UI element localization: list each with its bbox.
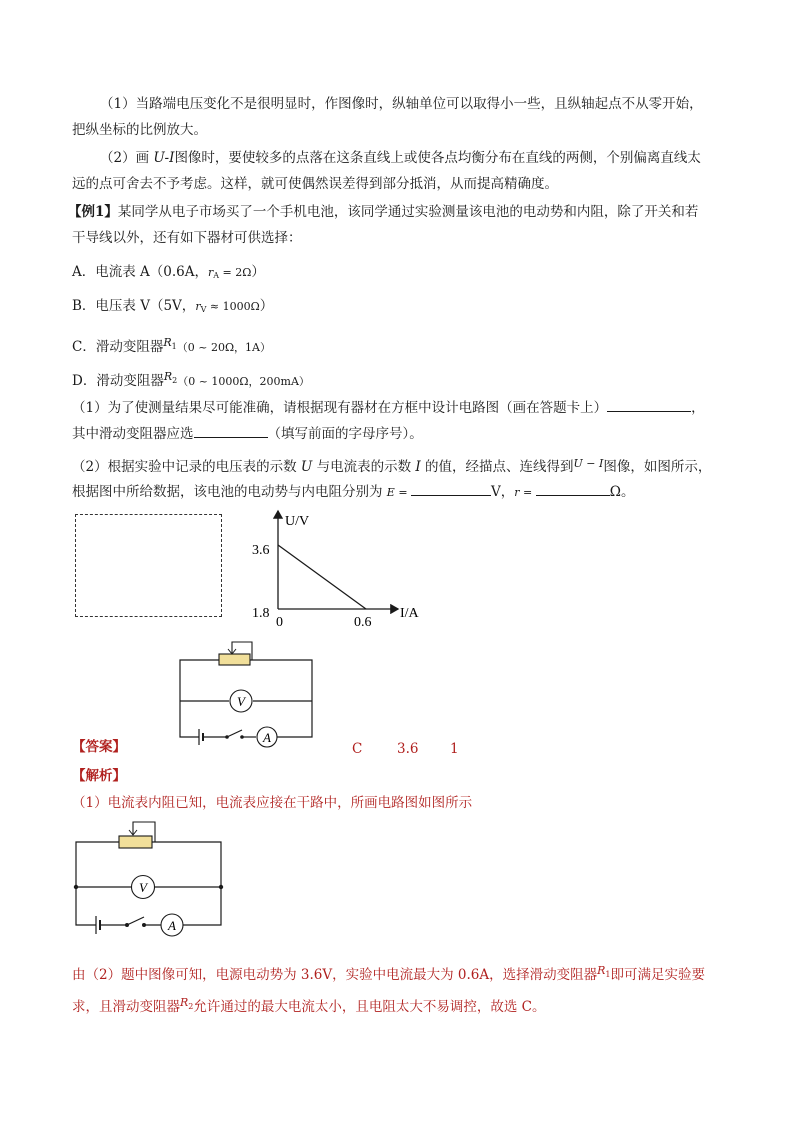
ammeter-label: A [263, 730, 271, 745]
option-text: A．电流表 A（0.6A， [72, 264, 209, 280]
question-text: 的值，经描点、连线得到 [420, 459, 574, 475]
option-symbol: r [195, 300, 201, 313]
option-symbol: r [208, 266, 214, 279]
question-text: （1）为了使测量结果尽可能准确，请根据现有器材在方框中设计电路图（画在答题卡上） [72, 400, 608, 416]
analysis-line-2 [72, 961, 705, 985]
y-tick-top: 3.6 [252, 543, 270, 558]
rheostat [219, 654, 250, 665]
intro-line-4: 远的点可舍去不予考虑。这样，就可使偶然误差得到部分抵消，从而提高精确度。 [72, 176, 558, 192]
symbol-ui: U − I [573, 457, 604, 470]
ui-graph [248, 505, 428, 630]
answer-blank-resistance[interactable] [536, 481, 610, 496]
option-value: ≈ 1000Ω [206, 300, 260, 313]
question-text: （填写前面的字母序号）。 [267, 426, 423, 442]
analysis-line-1: （1）电流表内阻已知，电流表应接在干路中，所画电路图如图所示 [72, 795, 473, 811]
ammeter-label: A [168, 918, 176, 933]
question-text: 根据图中所给数据，该电池的电动势与内电阻分别为 [72, 484, 387, 500]
intro-text: 图像时，要使较多的点落在这条直线上或使各点均衡分布在直线的两侧，个别偏离直线太 [174, 150, 701, 166]
question-text: 图像，如图所示， [603, 459, 712, 475]
answer-tag: 【答案】 [72, 739, 126, 755]
option-subscript: V [200, 305, 207, 314]
voltmeter-label: V [237, 694, 245, 709]
question-1-line-1 [72, 397, 705, 418]
analysis-tag: 【解析】 [72, 768, 126, 784]
answer-value-2: 3.6 [397, 741, 419, 757]
option-value: （0 ~ 20Ω，1A） [176, 341, 272, 354]
voltmeter-label: V [139, 880, 147, 895]
intro-text: （2）画 [100, 150, 154, 166]
option-subscript: 1 [171, 342, 177, 351]
option-text: ） [251, 264, 265, 280]
analysis-text: 由（2）题中图像可知，电源电动势为 3.6V，实验中电流最大为 0.6A，选择滑动变阻器 [72, 967, 598, 983]
question-2-line-1 [72, 454, 711, 477]
option-c [72, 333, 271, 358]
option-text: D．滑动变阻器 [72, 373, 164, 389]
symbol-r1: R [597, 964, 606, 977]
circuit-design-box[interactable] [75, 514, 222, 617]
example-text: 某同学从电子市场买了一个手机电池，该同学通过实验测量该电池的电动势和内阻，除了开关和若 [117, 204, 699, 220]
unit-ohm: Ω。 [609, 484, 635, 500]
equals-sign: = [394, 486, 412, 499]
circuit-diagram-question [172, 636, 322, 751]
analysis-text: 允许通过的最大电流太小，且电阻太大不易调控，故选 C。 [193, 999, 546, 1015]
x-axis-label: I/A [400, 606, 419, 621]
y-tick-bottom: 1.8 [252, 606, 270, 621]
x-tick-end: 0.6 [354, 615, 372, 630]
analysis-line-3 [72, 993, 546, 1017]
option-text: B．电压表 V（5V， [72, 298, 196, 314]
option-value: = 2Ω [219, 266, 252, 279]
option-symbol: R [163, 370, 173, 383]
intro-line-1: （1）当路端电压变化不是很明显时，作图像时，纵轴单位可以取得小一些，且纵轴起点不从零开始， [100, 96, 703, 112]
intro-line-2: 把纵坐标的比例放大。 [72, 122, 207, 138]
answer-blank-emf[interactable] [411, 481, 491, 496]
option-subscript: 2 [172, 376, 178, 385]
analysis-text: 求，且滑动变阻器 [72, 999, 180, 1015]
symbol-r2-subscript: 2 [188, 1002, 194, 1011]
x-tick-origin: 0 [276, 615, 283, 630]
symbol-r2: R [180, 996, 189, 1009]
symbol-e: E [386, 486, 395, 499]
option-value: （0 ~ 1000Ω，200mA） [177, 375, 310, 388]
example-line-1 [68, 202, 698, 222]
option-a [72, 262, 265, 286]
symbol-u: U [300, 459, 313, 475]
intro-line-3 [100, 148, 701, 168]
unit-volt: V， [491, 484, 515, 500]
question-text: 与电流表的示数 [312, 459, 416, 475]
symbol-i: I [415, 459, 421, 475]
option-d [72, 367, 310, 392]
answer-value-1: C [352, 741, 363, 757]
question-1-line-2 [72, 423, 423, 444]
example-tag: 【例1】 [68, 204, 118, 220]
question-text: ， [691, 400, 705, 416]
option-symbol: R [163, 336, 172, 349]
circuit-diagram-analysis [64, 812, 229, 942]
option-subscript: A [213, 271, 220, 280]
example-line-2: 干导线以外，还有如下器材可供选择： [72, 230, 302, 246]
answer-blank-circuit[interactable] [607, 397, 691, 412]
question-text: 其中滑动变阻器应选 [72, 426, 194, 442]
answer-blank-rheostat[interactable] [194, 423, 268, 438]
analysis-text: 即可满足实验要 [610, 967, 705, 983]
option-b [72, 296, 273, 320]
answer-value-3: 1 [450, 741, 459, 757]
option-text: C．滑动变阻器 [72, 339, 164, 355]
data-line [278, 545, 366, 609]
ui-variable: U-I [153, 150, 175, 166]
rheostat [119, 836, 152, 848]
symbol-r: r [514, 486, 520, 499]
symbol-r1-subscript: 1 [605, 970, 611, 979]
equals-sign: = [519, 486, 536, 499]
y-axis-label: U/V [285, 514, 310, 529]
question-2-line-2 [72, 481, 634, 503]
question-text: （2）根据实验中记录的电压表的示数 [72, 459, 301, 475]
option-text: ） [259, 298, 274, 314]
